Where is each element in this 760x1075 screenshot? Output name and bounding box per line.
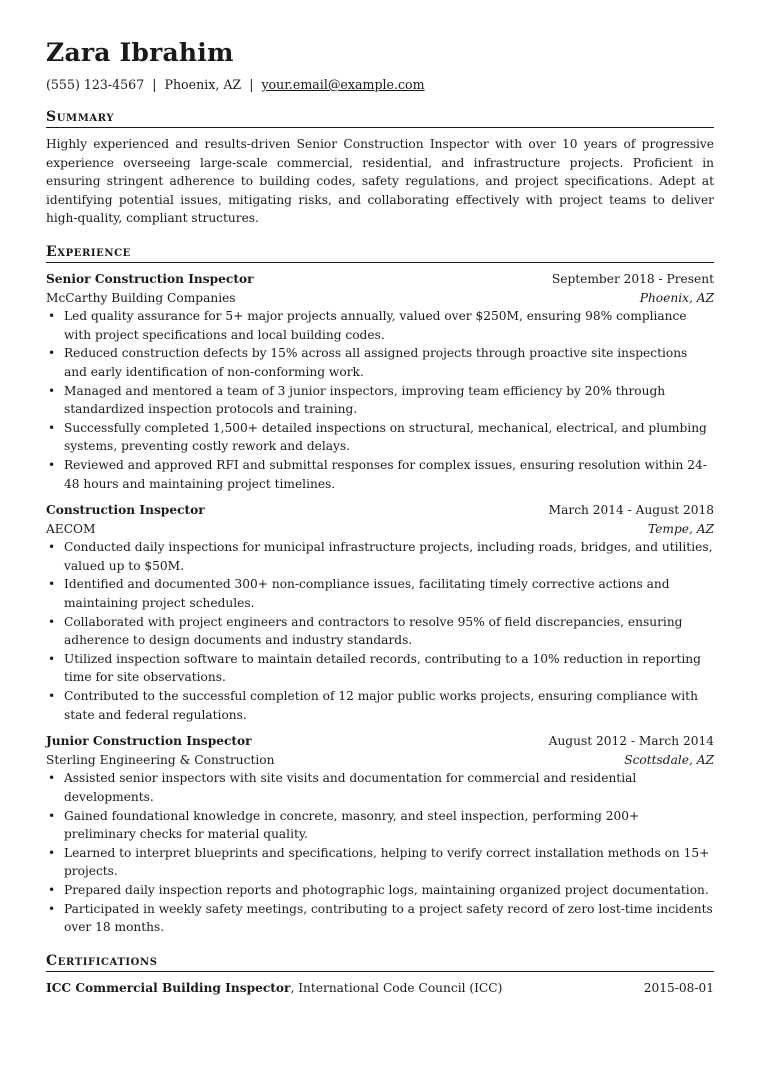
bullet-item: • Reduced construction defects by 15% across all assigned projects through proactive site inspections and early identification of non-conforming work. — [46, 344, 714, 381]
bullet-item: • Collaborated with project engineers and contractors to resolve 95% of field discrepancies, ensuring adherence to design documents and industry standards. — [46, 613, 714, 650]
job-title: Junior Construction Inspector — [46, 734, 252, 749]
job-bullets — [46, 538, 714, 724]
bullet-item: • Learned to interpret blueprints and specifications, helping to verify correct installation methods on 15+ projects. — [46, 844, 714, 881]
contact-separator: | — [152, 77, 157, 92]
bullet-item: • Reviewed and approved RFI and submittal responses for complex issues, ensuring resolution within 24-48 hours and maintaining project timelines. — [46, 456, 714, 493]
experience-heading: Experience — [46, 244, 714, 263]
bullet-item: • Gained foundational knowledge in concrete, masonry, and steel inspection, performing 200+ preliminary checks for material quality. — [46, 807, 714, 844]
job-title: Construction Inspector — [46, 503, 205, 518]
bullet-item: • Contributed to the successful completion of 12 major public works projects, ensuring compliance with state and federal regulations. — [46, 687, 714, 724]
certification-name: ICC Commercial Building Inspector — [46, 980, 291, 995]
email-link[interactable]: your.email@example.com — [261, 77, 425, 92]
contact-location: Phoenix, AZ — [164, 77, 242, 92]
bullet-item: • Utilized inspection software to maintain detailed records, contributing to a 10% reduction in reporting time for site observations. — [46, 650, 714, 687]
company-name: AECOM — [46, 521, 96, 536]
job-location: Scottsdale, AZ — [624, 752, 714, 767]
bullet-item: • Identified and documented 300+ non-compliance issues, facilitating timely corrective actions and maintaining project schedules. — [46, 575, 714, 612]
job-dates: March 2014 - August 2018 — [548, 503, 714, 518]
company-name: Sterling Engineering & Construction — [46, 752, 275, 767]
job-location: Phoenix, AZ — [639, 290, 714, 305]
job-title: Senior Construction Inspector — [46, 271, 254, 286]
contact-separator: | — [249, 77, 254, 92]
bullet-item: • Conducted daily inspections for municipal infrastructure projects, including roads, bridges, and utilities, valued up to $50M. — [46, 538, 714, 575]
certifications-heading: Certifications — [46, 953, 714, 972]
job-entry — [46, 270, 714, 493]
bullet-item: • Participated in weekly safety meetings, contributing to a project safety record of zero lost-time incidents over 18 months. — [46, 900, 714, 937]
certification-entry — [46, 979, 714, 998]
job-entry — [46, 501, 714, 724]
experience-list — [46, 270, 714, 937]
certification-issuer: , International Code Council (ICC) — [290, 980, 503, 995]
job-dates: August 2012 - March 2014 — [548, 734, 714, 749]
bullet-item: • Managed and mentored a team of 3 junior inspectors, improving team efficiency by 20% through standardized inspection protocols and training. — [46, 382, 714, 419]
phone-number: (555) 123-4567 — [46, 77, 145, 92]
job-bullets — [46, 769, 714, 936]
job-dates: September 2018 - Present — [551, 271, 714, 286]
job-location: Tempe, AZ — [648, 521, 714, 536]
bullet-item: • Prepared daily inspection reports and photographic logs, maintaining organized project documentation. — [46, 881, 714, 900]
bullet-item: • Assisted senior inspectors with site visits and documentation for commercial and residential developments. — [46, 769, 714, 806]
bullet-item: • Successfully completed 1,500+ detailed inspections on structural, mechanical, electrical, and plumbing systems, preventing costly rework and delays. — [46, 419, 714, 456]
job-entry — [46, 732, 714, 937]
contact-line — [46, 77, 714, 93]
certification-date: 2015-08-01 — [643, 980, 714, 995]
summary-heading: Summary — [46, 109, 714, 128]
bullet-item: • Led quality assurance for 5+ major projects annually, valued over $250M, ensuring 98% compliance with project specifications and local building codes. — [46, 307, 714, 344]
summary-text: Highly experienced and results-driven Senior Construction Inspector with over 10 years of progressive experience overseeing large-scale commercial, residential, and infrastructure projects. Proficient in ensuring stringent adherence to building codes, safety regulations, and project specifications. Adept at identifying potential issues, mitigating risks, and collaborating effectively with project teams to deliver high-quality, compliant structures. — [46, 137, 714, 226]
company-name: McCarthy Building Companies — [46, 290, 236, 305]
candidate-name: Zara Ibrahim — [46, 38, 234, 67]
job-bullets — [46, 307, 714, 493]
